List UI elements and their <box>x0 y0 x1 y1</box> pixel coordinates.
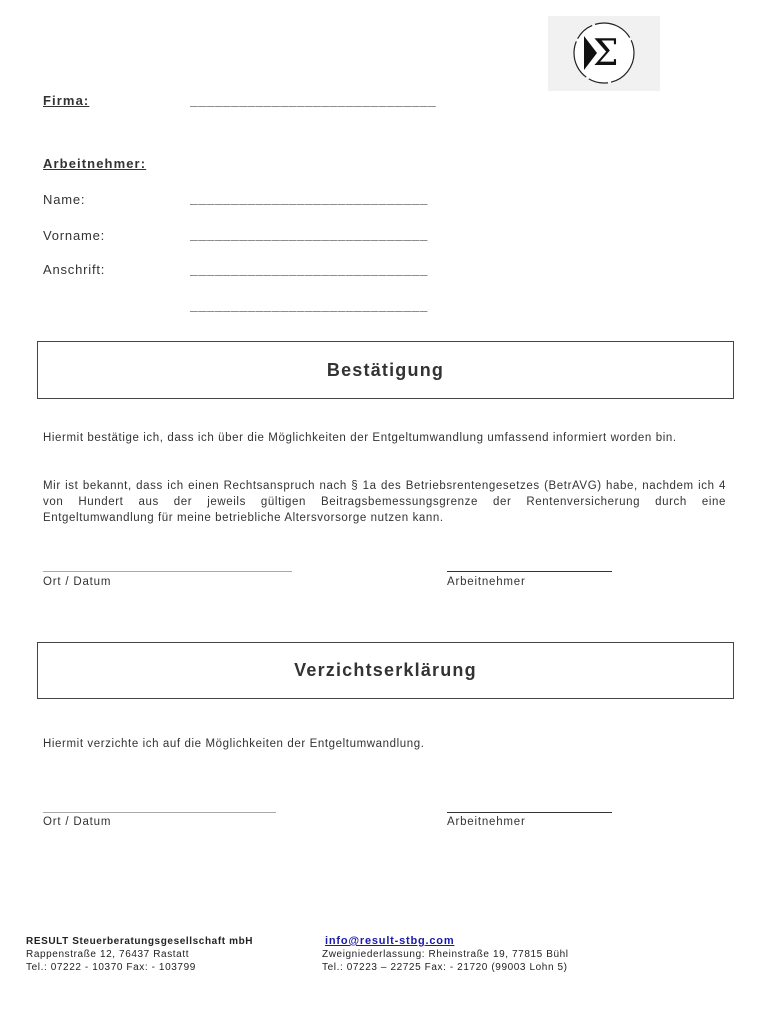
address-field[interactable]: _____________________________ <box>190 263 428 278</box>
waiver-place-date-line[interactable] <box>43 812 276 813</box>
first-name-label: Vorname: <box>43 228 106 243</box>
waiver-signature-line[interactable] <box>447 812 612 813</box>
waiver-paragraph: Hiermit verzichte ich auf die Möglichkeiten der Entgeltumwandlung. <box>43 738 425 750</box>
company-field[interactable]: ______________________________ <box>190 94 437 109</box>
confirmation-paragraph-1: Hiermit bestätige ich, dass ich über die Möglichkeiten der Entgeltumwandlung umfassend informiert worden bin. <box>43 432 677 444</box>
address-label: Anschrift: <box>43 262 106 277</box>
footer-address: Rappenstraße 12, 76437 Rastatt <box>26 949 190 960</box>
employee-heading: Arbeitnehmer: <box>43 156 147 171</box>
footer-right <box>322 935 569 974</box>
svg-text:Σ: Σ <box>593 33 619 74</box>
confirmation-title-box <box>37 341 734 399</box>
sigma-logo-icon <box>570 20 638 86</box>
confirmation-employee-label: Arbeitnehmer <box>447 576 526 588</box>
waiver-title: Verzichtserklärung <box>294 660 477 680</box>
confirmation-paragraph-2: Mir ist bekannt, dass ich einen Rechtsanspruch nach § 1a des Betriebsrentengesetzes (BetrAVG) habe, nachdem ich 4 von Hundert aus der jeweils gültigen Beitragsbemessungsgrenze der Rentenversicherung durch eine Entgeltumwandlung für meine betriebliche Altersvorsorge nutzen kann. <box>43 480 726 524</box>
name-field[interactable]: _____________________________ <box>190 192 428 207</box>
name-label: Name: <box>43 192 86 207</box>
company-label: Firma: <box>43 93 90 108</box>
waiver-employee-label: Arbeitnehmer <box>447 816 526 828</box>
footer-company-name: RESULT Steuerberatungsgesellschaft mbH <box>26 936 254 947</box>
first-name-field[interactable]: _____________________________ <box>190 228 428 243</box>
confirmation-place-date-label: Ort / Datum <box>43 576 112 588</box>
footer-left <box>26 935 253 974</box>
footer-phone: Tel.: 07222 - 10370 Fax: - 103799 <box>26 962 196 973</box>
waiver-place-date-label: Ort / Datum <box>43 816 112 828</box>
address-field-line2[interactable]: _____________________________ <box>190 299 428 314</box>
footer-branch-phone: Tel.: 07223 – 22725 Fax: - 21720 (99003 Lohn 5) <box>322 962 568 973</box>
waiver-title-box <box>37 642 734 699</box>
confirmation-place-date-line[interactable] <box>43 571 292 572</box>
company-logo <box>548 16 660 91</box>
footer-branch-address: Zweigniederlassung: Rheinstraße 19, 77815 Bühl <box>322 949 569 960</box>
footer-email-link[interactable]: info@result-stbg.com <box>325 935 455 947</box>
confirmation-signature-line[interactable] <box>447 571 612 572</box>
confirmation-title: Bestätigung <box>326 359 445 380</box>
